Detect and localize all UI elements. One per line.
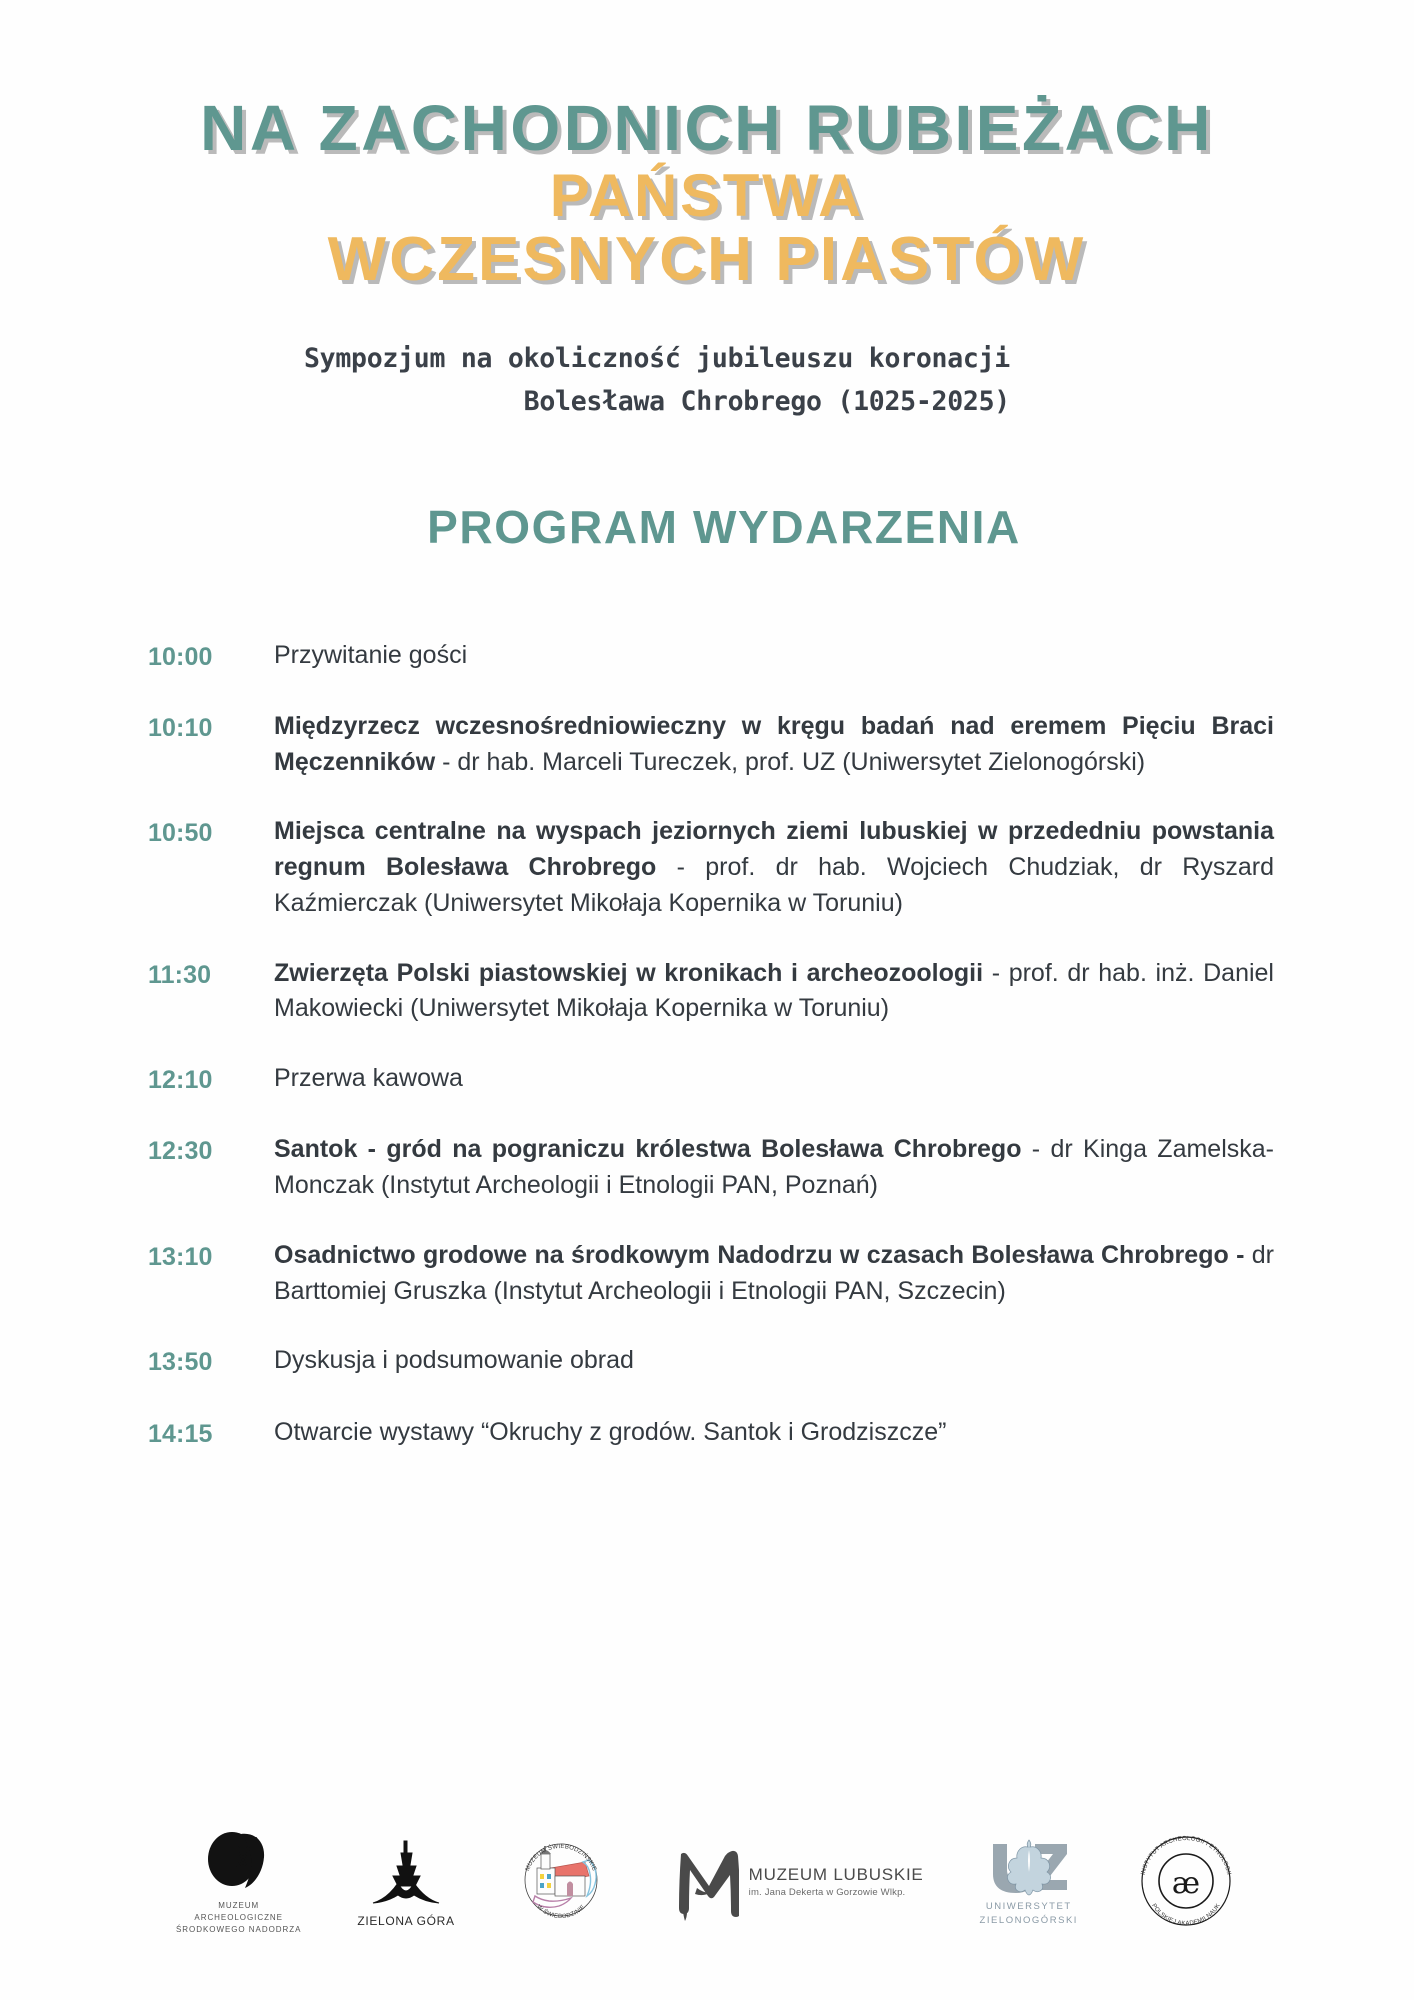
logo-muzeum-swiebodzin	[511, 1832, 611, 1930]
logo-caption-line-3: ŚRODKOWEGO NADODRZA	[176, 1925, 302, 1934]
logo-caption-line-2: ZIELONOGÓRSKI	[979, 1915, 1078, 1926]
logo-iae-pan	[1134, 1830, 1238, 1932]
schedule-list	[0, 638, 1414, 1452]
logo-muzeum-lubuskie-text	[749, 1865, 924, 1898]
entry-time: 13:50	[148, 1348, 213, 1377]
logo-ring-bottom: POLSKIEJ AKADEMII NAUK	[1150, 1902, 1222, 1928]
entry-text: Otwarcie wystawy “Okruchy z grodów. Santok i Grodziszcze”	[274, 1417, 947, 1446]
entry-time: 13:10	[148, 1242, 213, 1271]
logo-ring-top: MUZEUM ŚWIEBODZIŃSKIE	[524, 1843, 597, 1873]
schedule-entry	[148, 1415, 1274, 1452]
entry-text: Dyskusja i podsumowanie obrad	[274, 1346, 634, 1375]
entry-body	[274, 638, 1274, 674]
title-block	[0, 0, 1414, 295]
entry-body	[274, 1238, 1274, 1310]
subtitle-block	[0, 338, 1414, 424]
entry-text: - prof. dr hab. Wojciech Chudziak, dr Ryszard Kaźmierczak (Uniwersytet Mikołaja Kopernika w Toruniu)	[274, 853, 1274, 917]
zielona-gora-icon	[367, 1835, 445, 1911]
schedule-entry	[148, 1238, 1274, 1310]
entry-title: Osadnictwo grodowe na środkowym Nadodrzu w czasach Bolesława Chrobrego -	[274, 1240, 1245, 1269]
logo-caption	[176, 1900, 301, 1936]
logo-subname: im. Jana Dekerta w Gorzowie Wlkp.	[748, 1886, 906, 1898]
subtitle-line-1: Sympozjum na okoliczność jubileuszu koronacji	[303, 342, 1010, 374]
entry-text: - prof. dr hab. inż. Daniel Makowiecki (Uniwersytet Mikołaja Kopernika w Toruniu)	[274, 958, 1274, 1023]
entry-text: - dr hab. Marceli Tureczek, prof. UZ (Uniwersytet Zielonogórski)	[435, 747, 1146, 776]
logo-name: MUZEUM LUBUSKIE	[748, 1864, 924, 1884]
entry-body	[274, 1061, 1274, 1097]
title-line-2: PAŃSTWA	[549, 162, 865, 230]
entry-time: 12:30	[148, 1137, 213, 1166]
program-heading: PROGRAM WYDARZENIA	[427, 500, 1021, 553]
entry-text: Przerwa kawowa	[274, 1064, 463, 1093]
entry-text: - dr Kinga Zamelska-Monczak (Instytut Archeologii i Etnologii PAN, Poznań)	[274, 1135, 1274, 1200]
logo-caption-line-2: ARCHEOLOGICZNE	[194, 1913, 283, 1922]
logo-caption: ZIELONA GÓRA	[357, 1913, 455, 1928]
muzeum-archeologiczne-icon	[201, 1826, 277, 1900]
entry-body	[274, 956, 1274, 1028]
iae-pan-icon	[1134, 1830, 1238, 1932]
entry-time: 10:00	[148, 642, 213, 671]
logo-monogram: æ	[1171, 1866, 1201, 1901]
logo-caption-line-1: UNIWERSYTET	[985, 1900, 1072, 1912]
entry-body	[274, 1415, 1274, 1451]
entry-body	[274, 1343, 1274, 1379]
logo-caption	[980, 1900, 1078, 1929]
logo-ring-top: INSTYTUT ARCHEOLOGII I ETNOLOGII	[1140, 1835, 1232, 1876]
muzeum-swiebodzin-icon	[511, 1832, 611, 1930]
schedule-entry	[148, 1343, 1274, 1380]
sponsor-logos	[0, 1806, 1414, 1956]
logo-ring-bottom: W ŚWIEBODZINIE	[535, 1904, 587, 1921]
entry-time: 10:10	[148, 713, 213, 742]
logo-zielona-gora	[357, 1835, 454, 1928]
entry-text: dr Barttomiej Gruszka (Instytut Archeologii i Etnologii PAN, Szczecin)	[274, 1240, 1274, 1305]
logo-muzeum-archeologiczne	[176, 1826, 301, 1936]
title-line-1: NA ZACHODNICH RUBIEŻACH	[200, 92, 1214, 164]
schedule-entry	[148, 638, 1274, 675]
schedule-entry	[148, 1061, 1274, 1098]
entry-title: Santok - gród na pograniczu królestwa Bolesława Chrobrego	[274, 1135, 1022, 1164]
entry-time: 10:50	[148, 819, 213, 848]
logo-muzeum-lubuskie	[667, 1840, 924, 1922]
entry-body	[274, 1132, 1274, 1204]
title-line-3: WCZESNYCH PIASTÓW	[327, 225, 1087, 295]
entry-time: 12:10	[148, 1066, 213, 1095]
muzeum-lubuskie-icon	[667, 1840, 739, 1922]
entry-body	[274, 709, 1274, 781]
uz-eagle-icon	[985, 1834, 1073, 1896]
entry-text: Przywitanie gości	[274, 640, 468, 669]
subtitle-line-2: Bolesława Chrobrego (1025-2025)	[523, 385, 1010, 417]
schedule-entry	[148, 709, 1274, 781]
logo-caption-line-1: MUZEUM	[218, 1901, 260, 1910]
entry-time: 14:15	[148, 1419, 213, 1448]
schedule-entry	[148, 814, 1274, 921]
entry-title: Miejsca centralne na wyspach jeziornych ziemi lubuskiej w przededniu powstania regnum Bolesława Chrobrego	[274, 817, 1274, 882]
entry-time: 11:30	[148, 960, 212, 989]
logo-uniwersytet-zielonogorski	[980, 1834, 1078, 1929]
entry-body	[274, 814, 1274, 921]
entry-title: Zwierzęta Polski piastowskiej w kronikach i archeozoologii	[274, 958, 984, 987]
schedule-entry	[148, 956, 1274, 1028]
entry-title: Międzyrzecz wczesnośredniowieczny w kręgu badań nad eremem Pięciu Braci Męczenników	[274, 711, 1274, 776]
schedule-entry	[148, 1132, 1274, 1204]
